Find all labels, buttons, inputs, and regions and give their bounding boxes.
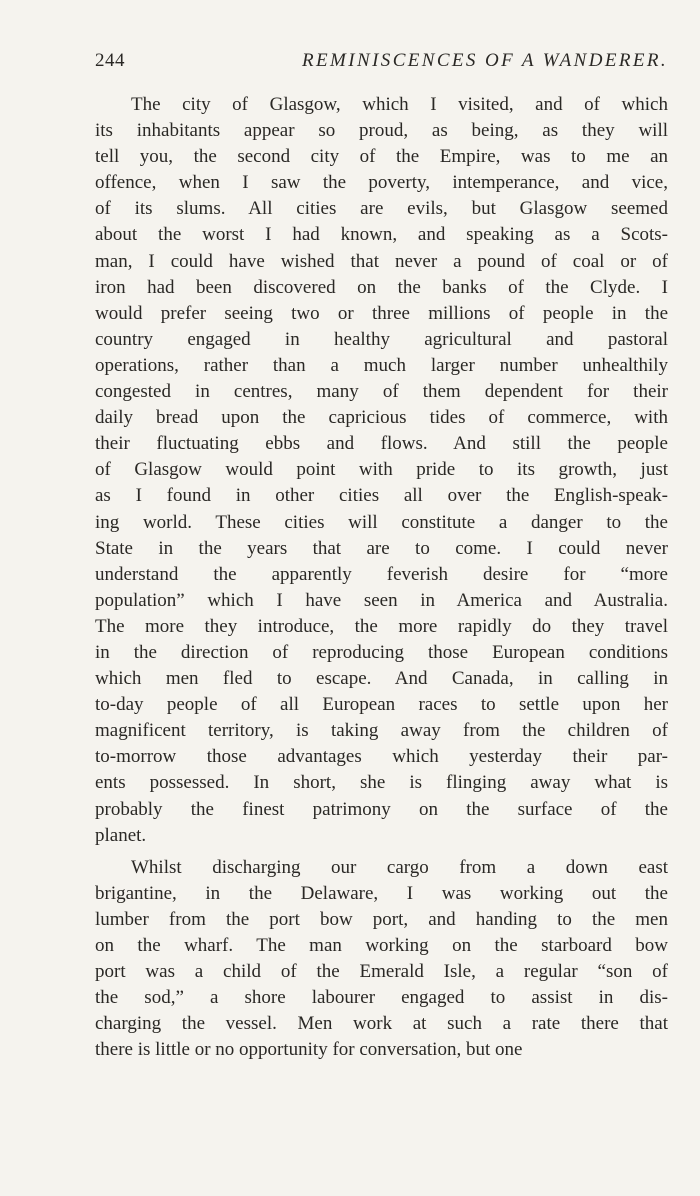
text-line: its inhabitants appear so proud, as being, as they will [95, 120, 668, 142]
text-line: in the direction of reproducing those European conditions [95, 641, 668, 663]
text-line: ing world. These cities will constitute a danger to the [95, 511, 668, 533]
paragraph [95, 855, 668, 1064]
body-text [95, 92, 668, 1069]
text-line: to-day people of all European races to settle upon her [95, 694, 668, 716]
text-line: charging the vessel. Men work at such a rate there that [95, 1013, 668, 1035]
text-line: which men fled to escape. And Canada, in calling in [95, 668, 668, 690]
text-line: offence, when I saw the poverty, intemperance, and vice, [95, 172, 668, 194]
paragraph [95, 92, 668, 849]
running-head: REMINISCENCES OF A WANDERER. [302, 50, 668, 71]
text-line: Whilst discharging our cargo from a down east [131, 856, 668, 878]
text-line: lumber from the port bow port, and handing to the men [95, 908, 668, 930]
text-line: country engaged in healthy agricultural and pastoral [95, 328, 668, 350]
text-line: man, I could have wished that never a pound of coal or of [95, 250, 668, 272]
text-line: as I found in other cities all over the English-speak- [95, 485, 668, 507]
text-line: on the wharf. The man working on the starboard bow [95, 935, 668, 956]
text-line: understand the apparently feverish desire for “more [95, 563, 668, 585]
text-line: of its slums. All cities are evils, but Glasgow seemed [95, 198, 668, 220]
text-line: The city of Glasgow, which I visited, and of which [131, 94, 668, 115]
text-line: iron had been discovered on the banks of the Clyde. I [95, 276, 668, 298]
text-line: to-morrow those advantages which yesterday their par- [95, 746, 668, 768]
text-line: population” which I have seen in America and Australia. [95, 589, 668, 611]
text-line: magnificent territory, is taking away from the children of [95, 720, 668, 742]
text-line: of Glasgow would point with pride to its growth, just [95, 459, 668, 481]
text-line: the sod,” a shore labourer engaged to assist in dis- [95, 987, 668, 1009]
text-line: would prefer seeing two or three millions of people in the [95, 302, 668, 324]
text-line: there is little or no opportunity for conversation, but one [95, 1039, 523, 1061]
text-line: planet. [95, 824, 147, 846]
text-line: their fluctuating ebbs and flows. And still the people [95, 433, 668, 455]
page-number: 244 [95, 50, 125, 71]
page-header [95, 50, 668, 78]
text-line: operations, rather than a much larger number unhealthily [95, 354, 668, 376]
text-line: daily bread upon the capricious tides of commerce, with [95, 407, 668, 429]
text-line: probably the finest patrimony on the surface of the [95, 798, 668, 820]
text-line: about the worst I had known, and speaking as a Scots- [95, 224, 668, 246]
text-line: brigantine, in the Delaware, I was working out the [95, 882, 668, 904]
text-line: State in the years that are to come. I could never [95, 537, 668, 559]
text-line: port was a child of the Emerald Isle, a regular “son of [95, 961, 668, 983]
text-line: ents possessed. In short, she is flinging away what is [95, 772, 668, 794]
text-line: The more they introduce, the more rapidly do they travel [95, 615, 668, 637]
text-line: congested in centres, many of them dependent for their [95, 381, 668, 403]
text-line: tell you, the second city of the Empire, was to me an [95, 146, 668, 168]
